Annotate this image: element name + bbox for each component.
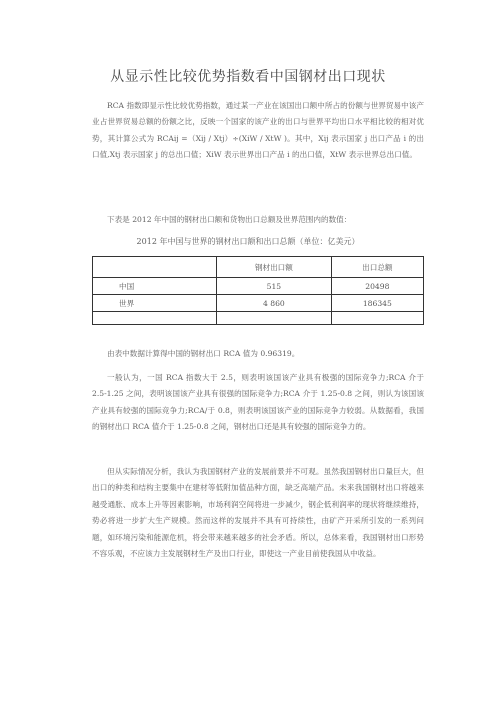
outlook-paragraph: 但从实际情况分析，我认为我国钢材产业的发展前景并不可观。虽然我国钢材出口量巨大，但出口的种类和结构主要集中在建材等低附加值品种方面，缺乏高端产品。未来我国钢材出口将越来越受通胀、成本上升等因素影响，市场利润空间将进一步减少，钢企低利润率的现状将继续维持，势必将进一步扩大生产规模。然而这样的发展并不具有可持续性，由矿产开采所引发的一系列问题，如环境污染和能源危机，将会带来越来越多的社会矛盾。所以，总体来看，我国钢材出口形势不容乐观，不应该力主发展钢材生产及出口行业，即使这一产业目前使我国从中收益。 [92,467,424,559]
table-cell-total: 186345 [331,295,423,312]
table-header-steel: 钢材出口额 [217,257,332,278]
table-cell-empty [217,312,332,325]
document-title: 从显示性比较优势指数看中国钢材出口现状 [110,69,386,85]
table-header-row [93,257,424,278]
table-row [93,278,424,295]
table-intro-paragraph: 下表是 2012 年中国的钢材出口额和货物出口总额及世界范围内的数值： [107,215,352,224]
table-header-total: 出口总额 [331,257,423,278]
table-row [93,295,424,312]
table-caption: 2012 年中国与世界的钢材出口额和出口总额（单位：亿美元） [136,237,360,246]
table-cell-steel: 4 860 [217,295,332,312]
table-cell-country: 中国 [93,278,217,295]
rca-result-paragraph: 由表中数据计算得中国的钢材出口 RCA 值为 0.96319。 [107,349,300,358]
table-cell-empty [331,312,423,325]
table-cell-country: 世界 [93,295,217,312]
table-header-blank [93,257,217,278]
table-cell-steel: 515 [217,278,332,295]
table-cell-empty [93,312,217,325]
intro-paragraph: RCA 指数即显示性比较优势指数，通过某一产业在该国出口额中所占的份额与世界贸易中该产业占世界贸易总额的份额之比，反映一个国家的该产业的出口与世界平均出口水平相比较的相对优势，其计算公式为 RCAij =（Xij / Xtj）÷(XiW / XtW )。其中，Xij 表示国家 j 出口产品 i 的出口值,Xtj 表示国家 j 的总出口值；XiW 表示世界出口产品 i 的出口值，XtW 表示世界总出口值。 [92,101,424,160]
table-cell-total: 20498 [331,278,423,295]
table-blank-row [93,312,424,325]
rca-analysis-paragraph: 一般认为，一国 RCA 指数大于 2.5，则表明该国该产业具有极强的国际竞争力;RCA 介于 2.5-1.25 之间，表明该国该产业具有很强的国际竞争力;RCA 介于 1.25-0.8 之间，则认为该国该产业具有较强的国际竞争力;RCA/于 0.8，则表明该国该产业的国际竞争力较弱。从数据看，我国的钢材出口 RCA 值介于 1.25-0.8 之间，钢材出口还是具有较强的国际竞争力的。 [92,373,424,432]
export-table [92,256,424,325]
